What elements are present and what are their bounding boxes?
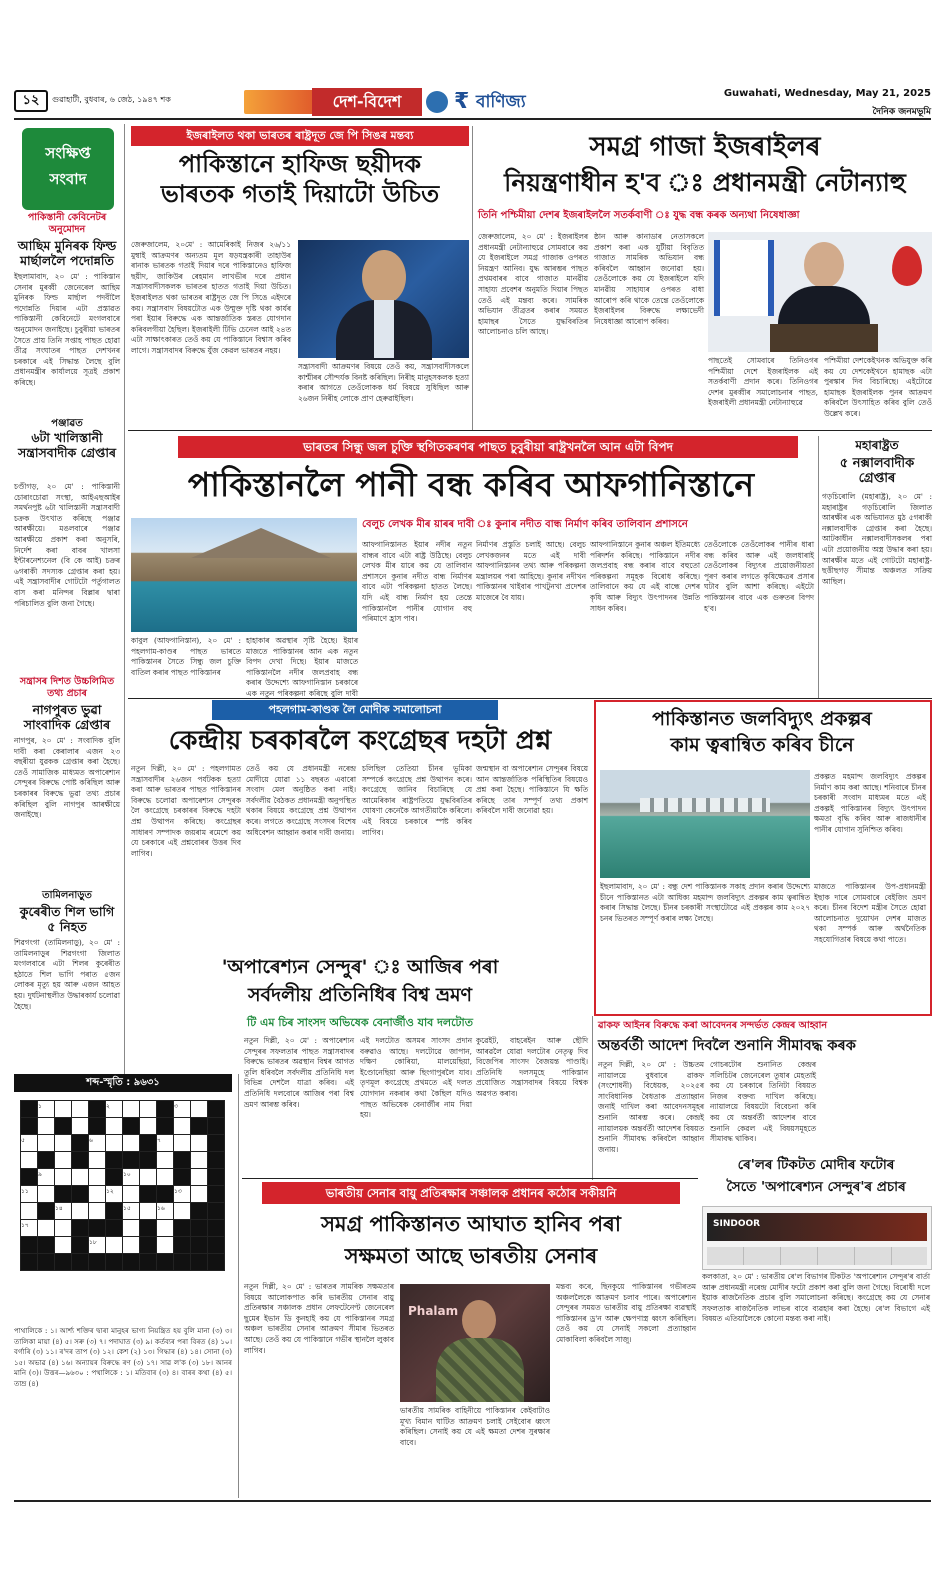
story3-col3: আফগানিস্তানত ইয়াৰ নদীৰ নতুন বান্ধৰ বাবে এটা ৰাষ্ট্ৰ উঠিছে। বেলুচ লেখক মীৰ য়াৰে কয় যে তালিবান প্ৰশাসনে কুনাৰ নদীত বান্ধ নিৰ্মাণৰ বাবে এটা পৰিকল্পনা হাতত লৈছে। যদি এই বান্ধ নিৰ্মাণ হয় তেন্তে পাকিস্তানলৈ পানীৰ যোগান বহু পৰিমাণে হ্ৰাস পাব। — [362, 540, 472, 624]
story5-col2: তেওঁ কয় যে প্ৰধানমন্ত্ৰী নৰেন্দ্ৰ মোদীয়ে যোৱা ১১ বছৰত এবাৰো সংবাদ মেল অনুষ্ঠিত কৰা নাই। সৰ্বদলীয় বৈঠকত প্ৰধানমন্ত্ৰী অনুপস্থিত থকাৰ বিষয়ে কংগ্ৰেছে প্ৰশ্ন উত্থাপন কৰে। লগতে কংগ্ৰেছে সংসদৰ বিশেষ অধিবেশন আহ্বান কৰাৰ দাবী জনায়। — [246, 764, 356, 837]
story8-kicker: ৱাকফ আইনৰ বিৰুদ্ধে কৰা আবেদনৰ সন্দৰ্ভত কেন্দ্ৰৰ আহ্বান — [598, 1020, 828, 1031]
story2-col2: ষ্ঠান আৰু কানাডাৰ নেতাসকলে প্ৰকাশ কৰা এক যুটীয়া বিবৃতিত গাজাত সামৰিক অভিযান বন্ধ কৰিবলৈ আহ্বান জনোৱা হয়। তেওঁলোকে কয় যে ইজৰাইলে যদি মানৱীয় সাহায্যৰ ওপৰত বাধা আৰোপ কৰি থাকে তেন্তে তেওঁলোকে ইজৰাইলৰ বিৰুদ্ধে লক্ষ্যভেদী নিষেধাজ্ঞা আৰোপ কৰিব। — [594, 232, 704, 326]
story3-kicker: ভাৰতৰ সিন্ধু জল চুক্তি স্থগিতকৰণৰ পাছত চুবুৰীয়া ৰাষ্ট্ৰখনলৈ আন এটা বিপদ — [178, 436, 798, 458]
story1-photo-jp-singh — [298, 240, 469, 358]
sidebar-s4-body: শিৱগংগা (তামিলনাড়ু), ২০ মে' : তামিলনাড়ুৰ শিৱগংগা জিলাত মংগলবাৰে এটা শিলৰ কুৰেৰীত হঠাতে শিল ভাগি পৰাত ৫জন লোকৰ মৃত্যু হয় আৰু এজন আহত হয়। দুৰ্ঘটনাস্থলীত উদ্ধাৰকাৰ্য চলোৱা হৈছে। — [14, 938, 120, 1011]
photo-label: Phalam — [408, 1304, 459, 1318]
crossword — [14, 1074, 232, 1320]
globe-icon — [426, 91, 448, 113]
story10-kicker: ভাৰতীয় সেনাৰ বায়ু প্ৰতিৰক্ষাৰ সঞ্চালক প্ৰধানৰ কঠোৰ সকীয়নি — [262, 1182, 680, 1204]
story2-headline-2: নিয়ন্ত্ৰণাধীন হ'ব ঃ প্ৰধানমন্ত্ৰী নেটান্যাহু — [504, 168, 906, 197]
story5-col3: চলিছিল তেতিয়া চীনৰ ভূমিকা সম্পৰ্কে কংগ্ৰেছে প্ৰশ্ন উত্থাপন কৰে। কংগ্ৰেছে জানিব বিচাৰিছে যে আমেৰিকাৰ ৰাষ্ট্ৰপতিয়ে যুদ্ধবিৰতিৰ ঘোষণা কেনেকৈ আগতীয়াকৈ কৰিলে। এই বিষয়ে চৰকাৰে স্পষ্ট কৰিব লাগিব। — [362, 764, 472, 837]
sidebar-box-title-2: সংবাদ — [49, 170, 87, 188]
sidebar-s1-head: আছিম মুনিৰক ফিল্ড মাৰ্ছাললৈ পদোন্নতি — [17, 238, 117, 268]
story8-col2: গোচৰটোৰ শুনানিত কেন্দ্ৰৰ সলিচিটৰ জেনেৰেল তুষাৰ মেহতাই কয় যে চৰকাৰে তিনিটা বিষয়ত নিজৰ বক্তব্য দাখিল কৰিছে। ন্যায়ালয়ে বিষয়টো বিবেচনা কৰি কয় যে অন্তৰ্বৰ্তী আদেশৰ বাবে শুনানি কেৱল এই বিষয়সমূহতে সীমাবদ্ধ থাকিব। — [710, 1060, 816, 1144]
sidebar-s3-kicker: সন্ত্ৰাসৰ দিশত উচ্চলিমিত তথ্য প্ৰচাৰ — [19, 676, 115, 699]
ticket-brand: SINDOOR — [713, 1219, 761, 1229]
story6-caption: ইছলামাবাদ, ২০ মে' : বন্ধু দেশ পাকিস্তানক সকাহ প্ৰদান কৰাৰ উদ্দেশ্যে চীনে পাকিস্তানত এটা আধিক্য মহমান্দ জলবিদ্যুৎ প্ৰকল্পৰ কাম ত্বৰান্বিত কৰাৰ সিদ্ধান্ত লৈছে। চীনৰ চৰকাৰী সংস্থাটোৱে এই প্ৰকল্পৰ কাম ২০২৭ চনৰ ভিতৰত সম্পূৰ্ণ কৰাৰ লক্ষ্য লৈছে। — [600, 882, 810, 923]
story9-body: কলকাতা, ২০ মে' : ভাৰতীয় ৰে'ল বিভাগৰ টিকটত 'অপাৰেশ্যন সেন্দুৰ'ৰ বাৰ্তা আৰু প্ৰধানমন্ত্ৰী নৰেন্দ্ৰ মোদীৰ ফটো প্ৰকাশ কৰা বুলি জনা গৈছে। বিৰোধী দলে ইয়াক ৰাজনৈতিক প্ৰচাৰ বুলি সমালোচনা কৰিছে। কংগ্ৰেছে কয় যে সেনাৰ সফলতাক ৰাজনৈতিক লাভৰ বাবে ব্যৱহাৰ কৰা হৈছে। ৰে'ল বিভাগে এই বিষয়ত এতিয়ালৈকে কোনো মন্তব্য কৰা নাই। — [702, 1272, 930, 1324]
story4-kicker: মহাৰাষ্ট্ৰত — [855, 438, 899, 452]
story1-col1: জেৰুজালেম, ২০মে' : আমেৰিকাই নিজৰ ২৬/১১ মুম্বাই আক্ৰমণৰ অন্যতম মূল ষড়যন্ত্ৰকাৰী তাহাউৰ ৰানাক ভাৰতক গতাই দিয়াৰ দৰে পাকিস্তানেও হাফিজ ছয়ীদ, জাকিউৰ ৰেহমান লাখভীৰ দৰে প্ৰধান সন্ত্ৰাসবাদীসকলক ভাৰতৰ হাতত গতাই দিয়া উচিত। ইজৰাইলত থকা ভাৰতৰ ৰাষ্ট্ৰদূত জে পি সিঙে এইদৰে কয়। সন্ত্ৰাসবাদ বিষয়টোত এক উম্মুক্ত দৃষ্টি থকা কাৰ্যৰ পৰা ইয়াৰ বিৰুদ্ধে এক আন্তৰ্জাতিক স্তৰত যোগদান কৰিবলগীয়া হৈছিল। ইজৰাইলী টিভি চেনেল আই ২৪ত এটা সাক্ষাৎকাৰত তেওঁ কয় যে পাকিস্তানে বিশ্বাস কৰিব লাগে। সন্ত্ৰাসবাদৰ বিৰুদ্ধে যুঁজ কেৱল ভাৰতৰ নহয়। — [131, 240, 291, 355]
row2-rule — [128, 698, 932, 699]
person-uniform — [436, 1338, 524, 1402]
story6-headline-2: কাম ত্বৰান্বিত কৰিব চীনে — [670, 734, 854, 756]
story10-headline-2: সক্ষমতা আছে ভাৰতীয় সেনাৰ — [344, 1244, 598, 1268]
parliament-icon — [244, 90, 314, 114]
story2-photo-caption: পাছতেই সোমবাৰে তিনিওগৰ পশ্চিমীয়া দেশে ইজৰাইলক এই সতৰ্কবাণী প্ৰদান কৰে। তিনিওগৰ দেশৰ মুৰব্বীৰ সমালোচনাৰ পাছত, ইজৰাইলী প্ৰধানমন্ত্ৰী নেটান্যাহুৱে — [708, 356, 818, 408]
sidebar-s1-body: ইছলামাবাদ, ২০ মে' : পাকিস্তান সেনাৰ মুৰব্বী জেনেৰেল আছিম মুনিৰক ফিল্ড মাৰ্ছাল পদবীলৈ পদোন্নতি দিয়াৰ এটা প্ৰস্তাৱত পাকিস্তানী কেবিনেটে মংগলবাৰে অনুমোদন জনাইছে। চুবুৰীয়া ভাৰতৰ সৈতে প্ৰায় তিনি সপ্তাহ পাছত হোৱা তীব্ৰ সংঘাতৰ পাছত দেশখনৰ চৰকাৰে এই সিদ্ধান্ত লৈছে বুলি প্ৰধানমন্ত্ৰীৰ কাৰ্যালয়ে সূত্ৰই প্ৰকাশ কৰিছে। — [14, 272, 120, 387]
story6-photo-dam — [600, 770, 810, 878]
israel-flag-icon — [714, 240, 774, 316]
sidebar-s4-kicker: তামিলনাড়ুত — [42, 890, 92, 901]
story7-subhead: টি এম চিৰ সাংসদ অভিষেক বেনাৰ্জীও যাব দলটোত — [247, 1016, 473, 1029]
sidebar-s4-head: কুৰেৰীত শিল ভাগি ৫ নিহত — [19, 904, 115, 934]
story3-headline: পাকিস্তানলৈ পানী বন্ধ কৰিব আফগানিস্তানে — [187, 465, 755, 504]
sidebar-s1-kicker: পাকিস্তানী কেবিনেটৰ অনুমোদন — [27, 212, 107, 235]
sidebar-s2-body: চণ্ডীগড়, ২০ মে' : পাকিস্তানী চোৰাংচোৱা সংস্থা, আইএছআইৰ সমৰ্থনপুষ্ট ৬টা খালিস্তানী সন্ত্ৰাসবাদী চক্ৰক উৎখাত কৰিছে পঞ্জাৱ আৰক্ষীয়ে। মঙলবাৰে পঞ্জাৱ আৰক্ষীয়ে প্ৰকাশ কৰা অনুসৰি, নিৰ্দেশ কৰা বাবৰ খালসা ইন্টাৰনেশ্যনেল (বি কে আই) চক্ৰৰ ৬গৰাকী সদস্যক গ্ৰেপ্তাৰ কৰা হয়। এই সন্ত্ৰাসবাদীৰ গোটটো পৰ্তুগালত বাস কৰা মনিন্দৰ বিল্লাৰ দ্বাৰা পৰিচালিত বুলি জনা গৈছে। — [14, 482, 120, 608]
story2-col1: জেৰুজালেম, ২০ মে' : ইজৰাইলৰ প্ৰধানমন্ত্ৰী নেটান্যাহুৱে সোমবাৰে কয় যে ইজৰাইলে সমগ্ৰ গাজাক ওপৰত নিয়ন্ত্ৰণ আনিব। যুদ্ধ আৰম্ভৰ পাছত প্ৰথমবাৰৰ বাবে গাজাত মানৱীয় সাহায্য প্ৰবেশৰ অনুমতি দিয়াৰ পিছত তেওঁ এই মন্তব্য কৰে। সামৰিক অভিযান তীব্ৰতৰ কৰাৰ সময়ত হামাছৰ সৈতে যুদ্ধবিৰতিৰ আলোচনাও চলি আছে। — [478, 232, 588, 337]
sidebar-box — [22, 128, 114, 210]
header-date-left: গুৱাহাটী, বুধবাৰ, ৬ জেঠ, ১৯৪৭ শক — [52, 95, 171, 104]
story10-photo-officer — [400, 1284, 550, 1402]
section-banner — [244, 88, 564, 116]
story4-body: গড়চিৰোলি (মহাৰাষ্ট্ৰ), ২০ মে' : মহাৰাষ্ট্ৰৰ গড়চিৰোলি জিলাত আৰক্ষীৰ এক অভিযানত মুঠ ৫গৰাকী নক্সালবাদীক গ্ৰেপ্তাৰ কৰা হৈছে। আটকাধীন নক্সালবাদীসকলৰ পৰা এটা প্ৰয়োজনীয় অস্ত্ৰ উদ্ধাৰ কৰা হয়। আৰক্ষীৰ মতে এই গোটটো মহাৰাষ্ট্ৰ-ছত্তীছগড় সীমান্ত অঞ্চলত সক্ৰিয় আছিল। — [822, 492, 932, 586]
crossword-grid: ১ ২ ৩ ৫ ৬ ৭ ৯ ১০ ১১ ১২ ১৩ ১৪ ১৫ ১৬ ১৭ ১৮ — [20, 1100, 225, 1271]
story2-photo-netanyahu — [708, 232, 932, 352]
story1-headline-1: পাকিস্তানে হাফিজ ছয়ীদক — [178, 150, 422, 178]
section-title-desh: দেশ-বিদেশ — [312, 88, 422, 116]
podium — [770, 324, 878, 352]
story5-headline: কেন্দ্ৰীয় চৰকাৰলৈ কংগ্ৰেছৰ দহটা প্ৰশ্ন — [168, 726, 552, 756]
story9-headline-1: ৰে'লৰ টিকটত মোদীৰ ফটোৰ — [737, 1157, 895, 1173]
dam-structure — [640, 798, 770, 812]
story7-col2: এই দলটোত অসমৰ সাংসদ প্ৰদান বৰুৱাও আছে। দলটোৱে জাপান, দক্ষিণ কোৰিয়া, মালয়েছিয়া, ইণ্ডোনেছিয়া আৰু ছিংগাপুৰলৈ যাব। তৃণমূল কংগ্ৰেছে প্ৰথমতে এই দলত যোগদান নকৰাৰ কথা কৈছিল যদিও পাছত অভিষেক বেনাৰ্জীৰ নাম দিয়া হয়। — [360, 1036, 472, 1120]
paper-name: দৈনিক জনমভূমি — [872, 107, 931, 117]
story10-caption: ভাৰতীয় সামৰিক বাহিনীয়ে পাকিস্তানৰ কেইবাটাও মূখ্য বিমান ঘাটিত আক্ৰমণ চলাই সেইবোৰ ধ্বংস কৰিছিল। সেনাই কয় যে এই ক্ষমতা দেশৰ সুৰক্ষাৰ বাবে। — [400, 1406, 550, 1447]
page-header — [14, 88, 931, 118]
story3-divider — [818, 436, 819, 698]
person-head — [362, 250, 406, 304]
story9-ticket-image — [702, 1206, 932, 1270]
story3-caption: কাবুল (আফগানিস্তান), ২০ মে' : পহলগাম-কাণ্ডৰ পাছত ভাৰতে পাকিস্তানৰ সৈতে সিন্ধু জল চুক্তি বাতিল কৰাৰ পাছত পাকিস্তানৰ — [131, 636, 241, 677]
footer-rule — [14, 1500, 931, 1502]
story3-subhead: বেলুচ লেখক মীৰ য়াৰৰ দাবী ঃ কুনাৰ নদীত বান্ধ নিৰ্মাণ কৰিব তালিবান প্ৰশাসনে — [362, 519, 688, 530]
story10-col1: নতুন দিল্লী, ২০ মে' : ভাৰতৰ সামৰিক সক্ষমতাৰ বিষয়ে আলোকপাত কৰি ভাৰতীয় সেনাৰ বায়ু প্ৰতিৰক্ষাৰ সঞ্চালক প্ৰধান লেফটেনেণ্ট জেনেৰেল ছুমেৰ ইভান ডি কুনহাই কয় যে পাকিস্তানৰ সমগ্ৰ অঞ্চল ভাৰতীয় সেনাৰ আক্ৰমণ সীমাৰ ভিতৰত আছে। তেওঁ কয় যে পাকিস্তানে গভীৰ স্থানলৈ লুকাব লাগিব। — [244, 1282, 394, 1355]
story3-col2: হাহাকাৰ অৱস্থাৰ সৃষ্টি হৈছে। ইয়াৰ মাজতে পাকিস্তানৰ আন এক নতুন বিপদ দেখা দিছে। ইয়াৰ মাজতে পাকিস্তানলৈ নদীৰ জলপ্ৰবাহ বন্ধ কৰাৰ উদ্দেশ্যে আফগানিস্তান চৰকাৰে এক নতুন পৰিকল্পনা কৰিছে বুলি দাবী — [246, 636, 358, 698]
mountain-shape — [191, 528, 331, 558]
red-drop-icon — [892, 246, 922, 286]
header-date-right: Guwahati, Wednesday, May 21, 2025 — [723, 88, 931, 99]
story5-col1: নতুন দিল্লী, ২০ মে' : পহলগামত সন্ত্ৰাসবাদীৰ ২৬জন পৰ্যটকক হত্যা কৰা আৰু ভাৰতৰ পাছত পাকিস্তানৰ বিৰুদ্ধে চলোৱা অপাৰেশ্যন সেন্দুৰক লৈ কংগ্ৰেছে চৰকাৰৰ বিৰুদ্ধে দহটা প্ৰশ্ন উত্থাপন কৰিছে। কংগ্ৰেছৰ সাধাৰণ সম্পাদক জয়ৰাম ৰমেশে কয় যে চৰকাৰে এই প্ৰশ্নবোৰৰ উত্তৰ দিব লাগিব। — [131, 764, 241, 858]
row1-rule — [128, 430, 932, 431]
story3-photo-river — [131, 518, 357, 632]
story8-headline: অন্তৰ্বৰ্তী আদেশ দিবলৈ শুনানি সীমাবদ্ধ কৰক — [598, 1038, 856, 1054]
story1-headline-2: ভাৰতক গতাই দিয়াটো উচিত — [160, 180, 440, 208]
story7-headline-1: 'অপাৰেশ্যন সেন্দুৰ' ঃ আজিৰ পৰা — [221, 956, 499, 978]
crossword-title: শব্দ-স্মৃতি : ৯৬৩১ — [14, 1074, 232, 1092]
person-shirt — [374, 300, 394, 358]
story2-subhead: তিনি পশ্চিমীয়া দেশৰ ইজৰাইললৈ সতৰ্কবাণী ঃ যুদ্ধ বন্ধ কৰক অন্যথা নিষেধাজ্ঞা — [478, 210, 800, 221]
story2-headline-1: সমগ্ৰ গাজা ইজৰাইলৰ — [589, 132, 821, 162]
sidebar-divider — [124, 124, 125, 1074]
ticket-table — [707, 1247, 927, 1265]
page-number: ১২ — [14, 90, 48, 112]
story6-col2: মাজতে পাকিস্তানৰ উপ-প্ৰধানমন্ত্ৰী ইছাক দাৰে সোমবাৰে বেইজিং ভ্ৰমণ কৰে। চীনৰ বিদেশ মন্ত্ৰীৰ সৈতে হোৱা আলোচনাত দুয়োখন দেশৰ মাজত থকা সম্পৰ্ক আৰু অৰ্থনৈতিক সহযোগিতাৰ বিষয়ে কথা পাতে। — [814, 882, 926, 944]
story1-kicker: ইজৰাইলত থকা ভাৰতৰ ৰাষ্ট্ৰদূত জে পি সিঙৰ মন্তব্য — [131, 126, 469, 146]
story4-headline: ৫ নক্সালবাদীক গ্ৰেপ্তাৰ — [839, 456, 915, 486]
sidebar-s2-kicker: পঞ্জাৱত — [51, 418, 83, 429]
sidebar-s3-body: নাগপুৰ, ২০ মে' : সংবাদিক বুলি দাবী কৰা কেৰালাৰ এজন ২৩ বছৰীয়া যুৱকক গ্ৰেপ্তাৰ কৰা হৈছে। তেওঁ সামাজিক মাধ্যমত অপাৰেশ্যন সেন্দুৰৰ বিৰুদ্ধে পোষ্ট কৰিছিল আৰু চৰকাৰৰ বিৰুদ্ধে ভুৱা তথ্য প্ৰচাৰ কৰিছিল বুলি নাগপুৰ আৰক্ষীয়ে জনাইছে। — [14, 736, 120, 820]
rupee-icon: ₹ — [454, 89, 470, 114]
person-head — [804, 242, 844, 288]
story2-col4: পশ্চিমীয়া দেশকেইখনক অভিযুক্ত কৰি কয় যে দেশকেইখনে হামাছক এটা পুৰস্কাৰ দিব বিচাৰিছে। এইটোৱে হামাছক ইজৰাইলক পুনৰ আক্ৰমণ কৰিবলৈ উৎসাহিত কৰিব বুলি তেওঁ উল্লেখ কৰে। — [824, 356, 932, 418]
crossword-divider — [238, 1074, 239, 1498]
story5-col4: জন্মস্থান বা অপাৰেশ্যন সেন্দুৰৰ বিষয়ে আন আন্তৰ্জাতিক পৰিস্থিতিৰ বিষয়েও প্ৰশ্ন কৰা হৈছে। পাকিস্তানে যি ক্ষতি কৰিছে তাৰ সম্পূৰ্ণ তথ্য প্ৰকাশ কৰিবলৈ দাবী জনোৱা হয়। — [476, 764, 588, 816]
story5-kicker: পহলগাম-কাণ্ডক লৈ মোদীক সমালোচনা — [212, 700, 498, 720]
sidebar-box-title-1: সংক্ষিপ্ত — [45, 144, 91, 162]
story3-col6: তেওঁলোকে তেওঁলোকৰ পানীৰ ধাৰা বন্ধ কৰিব আৰু এই জলধাৰাই তেওঁলোকৰ বিদ্যুৎৰ প্ৰয়োজনীয়তা পূৰণ কৰাৰ লগতে কৃষিক্ষেত্ৰৰ প্ৰসাৰ ঘটাব বুলি আশা কৰিছে। এইটো পাকিস্তানৰ বাবে এক গুৰুতৰ বিপদ হ'ব। — [704, 540, 814, 613]
row4-rule — [242, 1178, 698, 1179]
story3-col4: নিৰ্মাণৰ প্ৰস্তুতি চলাই আছে। বেলুচ লেখকজনৰ মতে এই দাবী আফগানিস্তানৰ তথ্য আৰু পৰিকল্পনা মন্ত্ৰালয়ৰ পৰা আহিছে। কুনাৰ নদীখন পাকিস্তানৰ খাইবাৰ পাখটুনখা প্ৰদেশৰ মাজেৰে বৈ যায়। — [476, 540, 586, 602]
person-head — [462, 1300, 496, 1340]
crossword-clues: পাথালিকে : ১। আৰ্শ্য শক্তিৰ দ্বাৰা মানুহৰ ভাগ্য নিয়ন্ত্ৰিত হয় বুলি মানা (৩) ৩। তালিকা মায়া (৪) ৫। সৰু (৩) ৭। পদাঘাত (৩) ৯। কৰ্তব্যৰ পৰা বিৰত (৪) ১০। বৰ্গাৰি (৩) ১১। ৰ'দৰ তাপ (৩) ১২। কেশ (২) ১৩। গিদ্ধাৰ (৪) ১৪। সোনা (৩) ১৫। অভাৱ (৪) ১৬। অন্যায়ৰ বিৰুদ্ধে ৰণ (৩) ১৭। সাৱ ল'ক (৩) ১৮। আনৰ মানি (৩)। উত্তৰ—৯৬৩০ : পথালিকে : ১। মতিবাৰ (৩) ৪। বাৰৰ কথা (৪) ৫। তাম্ৰ (৪) — [14, 1327, 232, 1388]
story1-divider — [472, 126, 473, 430]
story3-col5: আফগানিস্তানে কুনাৰ অঞ্চল ইতিমধ্যে পৰিদৰ্শন কৰিছে। পাকিস্তানে নদীৰ জলপ্ৰবাহ বন্ধ কৰাৰ বাবে বহুতো পৰিকল্পনা সমূহক বিৰোধ কৰিছে। তালিবানে কয় যে এই বান্ধে দেশৰ কৃষি আৰু বিদ্যুৎ উৎপাদনৰ উন্নতি সাধন কৰিব। — [590, 540, 700, 613]
story8-col1: নতুন দিল্লী, ২০ মে' : উচ্চতম ন্যায়ালয়ে বুধবাৰে ৱাকফ (সংশোধনী) বিধেয়ক, ২০২৫ৰ সাংবিধানিক বৈধতাক প্ৰত্যাহ্বান জনাই দাখিল কৰা আবেদনসমূহৰ শুনানি আৰম্ভ কৰে। কেন্দ্ৰই ন্যায়ালয়ক অন্তৰ্বৰ্তী আদেশৰ বিষয়ত শুনানি সীমাবদ্ধ কৰিবলৈ আহ্বান জনায়। — [598, 1060, 704, 1154]
story9-headline-2: সৈতে 'অপাৰেশ্যন সেন্দুৰ'ৰ প্ৰচাৰ — [726, 1179, 906, 1195]
story1-col2: সন্ত্ৰাসবাদী আক্ৰমণৰ বিষয়ে তেওঁ কয়, সন্ত্ৰাসবাদীসকলে কাশ্মীৰৰ সৌন্দৰ্যক বিনষ্ট কৰিছিল। নিৰীহ মানুহসকলক হত্যা কৰাৰ আগতে তেওঁলোকক ধৰ্ম বিষয়ে সুধিছিল আৰু ২৬জন নিৰীহ লোকে প্ৰাণ হেৰুৱাইছিল। — [298, 362, 469, 403]
story10-col3: মন্তব্য কৰে, ছিনকুয়ে পাকিস্তানৰ গভীৰতম অঞ্চললৈকে আক্ৰমণ চলাব পাৰে। অপাৰেশ্যন সেন্দুৰৰ সময়ত ভাৰতীয় বায়ু প্ৰতিৰক্ষা ব্যৱস্থাই পাকিস্তানৰ ড্ৰ'ন আৰু ক্ষেপণাস্ত্ৰ ধ্বংস কৰিছিল। তেওঁ কয় যে সেনাই সকলো প্ৰত্যাহ্বান মোকাবিলা কৰিবলৈ সাজু। — [556, 1282, 696, 1344]
story7-divider — [592, 1016, 593, 1180]
story6-headline-1: পাকিস্তানত জলবিদ্যুৎ প্ৰকল্পৰ — [652, 708, 872, 730]
story10-headline-1: সমগ্ৰ পাকিস্তানত আঘাত হানিব পৰা — [321, 1212, 621, 1236]
story6-col-right: প্ৰকল্পত মহমান্দ জলবিদ্যুৎ প্ৰকল্পৰ নিৰ্মাণ কাম কৰা আছে। শনিবাৰে চীনৰ চৰকাৰী সংবাদ মাধ্যমৰ মতে এই প্ৰকল্পই পাকিস্তানৰ বিদ্যুৎ উৎপাদন ক্ষমতা বৃদ্ধি কৰিব আৰু ৰাজধানীৰ পানীৰ যোগান সুনিশ্চিত কৰিব। — [814, 772, 926, 834]
header-rule — [14, 118, 931, 120]
section-title-banijya: বাণিজ্য — [476, 92, 526, 112]
story7-headline-2: সৰ্বদলীয় প্ৰতিনিধিৰ বিশ্ব ভ্ৰমণ — [247, 984, 473, 1006]
sidebar-s2-head: ৬টা খালিস্তানী সন্ত্ৰাসবাদীক গ্ৰেপ্তাৰ — [17, 430, 116, 460]
story7-col1: নতুন দিল্লী, ২০ মে' : অপাৰেশ্যন সেন্দুৰৰ সফলতাৰ পাছত সন্ত্ৰাসবাদৰ বিৰুদ্ধে ভাৰতৰ অৱস্থান বিশ্বৰ আগত তুলি ধৰিবলৈ সৰ্বদলীয় প্ৰতিনিধি দল বিভিন্ন দেশলৈ যাত্ৰা কৰিব। এই প্ৰতিনিধি দলবোৰে আজিৰ পৰা বিশ্ব ভ্ৰমণ আৰম্ভ কৰিব। — [244, 1036, 354, 1109]
story7-col3: কুৱেইট, বাহৰেইন আৰু ছৌদি আৰৱলৈ যোৱা দলটোৰ নেতৃত্ব দিব বিজেপিৰ সাংসদ বৈজয়ন্ত পাণ্ডাই। প্ৰতিনিধি দলসমূহে পাকিস্তান প্ৰযোজিত সন্ত্ৰাসবাদৰ বিষয়ে বিশ্বক অৱগত কৰাব। — [476, 1036, 588, 1098]
sidebar-s3-head: নাগপুৰত ভুৱা সাংবাদিক গ্ৰেপ্তাৰ — [23, 702, 111, 732]
